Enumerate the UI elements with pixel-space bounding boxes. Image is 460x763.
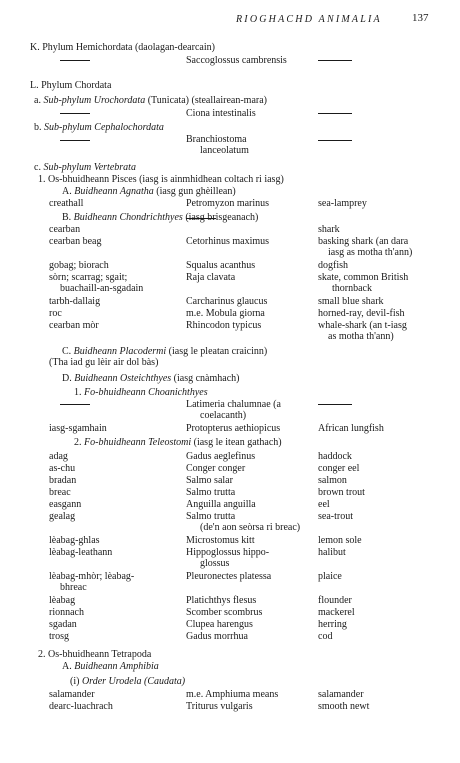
group-name: Fo-bhuidheann Choanichthyes [84, 387, 208, 398]
latin-name: Anguilla anguilla [186, 499, 256, 510]
dash [318, 113, 352, 114]
latin-name: Rhincodon typicus [186, 320, 262, 331]
english-name: dogfish [318, 260, 348, 271]
latin-name: m.e. Amphiuma means [186, 689, 279, 700]
latin-name: Latimeria chalumnae (a [186, 399, 281, 410]
prefix: c. [34, 162, 41, 173]
english-name: mackerel [318, 607, 355, 618]
order-urodela [70, 676, 185, 687]
gaelic-name: sgadan [49, 619, 77, 630]
gaelic-name: rionnach [49, 607, 84, 618]
english-name: flounder [318, 595, 352, 606]
english-name: sea-trout [318, 511, 353, 522]
group-osteichthyes [62, 373, 239, 384]
latin-name: Protopterus aethiopicus [186, 423, 281, 434]
gaelic-name: gobag; biorach [49, 260, 109, 271]
group-desc: (iasg le itean gathach) [193, 437, 282, 448]
order-name: Order Urodela [81, 676, 142, 687]
subphylum-name: Sub-phylum Urochordata [43, 95, 146, 106]
group-desc: (iasg cnàmhach) [173, 373, 240, 384]
gaelic-name: gealag [49, 511, 76, 522]
group-name: Buidheann Amphibia [74, 661, 159, 672]
gaelic-name: dearc-luachrach [49, 701, 113, 712]
gaelic-name: creathall [49, 198, 84, 209]
group-name: Buidheann Agnatha [74, 186, 154, 197]
latin-name-cont: glossus [200, 558, 230, 569]
english-name-cont: as motha th'ann) [328, 331, 394, 342]
gaelic-name: cearban beag [49, 236, 102, 247]
prefix: a. [34, 95, 41, 106]
group-chondrichthyes [62, 212, 258, 223]
latin-name: Salmo trutta [186, 487, 236, 498]
english-name: skate, common British [318, 272, 409, 283]
prefix: B. [62, 212, 72, 223]
english-name: African lungfish [318, 423, 384, 434]
english-name: small blue shark [318, 296, 384, 307]
gaelic-name: easgann [49, 499, 82, 510]
dash [318, 140, 352, 141]
section-l-heading: L. Phylum Chordata [30, 80, 112, 91]
latin-name: Raja clavata [186, 272, 236, 283]
english-name: halibut [318, 547, 346, 558]
latin-name: Salmo salar [186, 475, 233, 486]
dash [60, 140, 90, 141]
prefix: C. [62, 346, 72, 357]
prefix: A. [62, 186, 72, 197]
gaelic-name: as-chu [49, 463, 76, 474]
prefix: 1. [74, 387, 82, 398]
gaelic-name: cearban mòr [49, 320, 99, 331]
dash [186, 218, 216, 219]
english-name: eel [318, 499, 330, 510]
page-number: 137 [412, 12, 429, 24]
group-name: Buidheann Osteichthyes [74, 373, 172, 384]
dash [318, 404, 352, 405]
dash [318, 60, 352, 61]
english-name: herring [318, 619, 347, 630]
group-name: Buidheann Placodermi [73, 346, 167, 357]
subgroup-teleostomi [74, 437, 282, 448]
gaelic-name: cearban [49, 224, 81, 235]
pisces-heading: 1. Os-bhuidheann Pisces (iasg is ainmhidhean coltach ri iasg) [38, 174, 284, 185]
prefix: b. [34, 122, 42, 133]
english-name: horned-ray, devil-fish [318, 308, 405, 319]
subphylum-b [34, 122, 164, 133]
gaelic-name: lèabag-leathann [49, 547, 113, 558]
species-name: Ciona intestinalis [186, 108, 256, 119]
english-name: whale-shark (an t-iasg [318, 320, 407, 331]
latin-name: Conger conger [186, 463, 246, 474]
latin-name: Triturus vulgaris [186, 701, 253, 712]
gaelic-name: tarbh-dallaig [49, 296, 101, 307]
english-name: sea-lamprey [318, 198, 367, 209]
latin-name: m.e. Mobula giorna [186, 308, 265, 319]
tetrapoda-heading: 2. Os-bhuidheann Tetrapoda [38, 649, 152, 660]
prefix: 2. [74, 437, 82, 448]
english-name-cont: iasg as motha th'ann) [328, 247, 413, 258]
gaelic-name: salamander [49, 689, 95, 700]
running-header: RIOGHACHD ANIMALIA [236, 14, 382, 25]
latin-note: (de'n aon seòrsa ri breac) [200, 522, 301, 533]
gaelic-name: sòrn; scarrag; sgait; [49, 272, 128, 283]
latin-name: Platichthys flesus [186, 595, 257, 606]
prefix: A. [62, 661, 72, 672]
group-note: (Tha iad gu lèir air dol bàs) [49, 357, 159, 368]
english-name: brown trout [318, 487, 365, 498]
gaelic-name: roc [49, 308, 62, 319]
english-name: plaice [318, 571, 342, 582]
section-k-heading: K. Phylum Hemichordata (daolagan-dearcain) [30, 42, 215, 53]
latin-name-cont: coelacanth) [200, 410, 247, 421]
latin-name: Squalus acanthus [186, 260, 256, 271]
latin-name: Gadus morrhua [186, 631, 248, 642]
gaelic-name: breac [49, 487, 71, 498]
group-desc: (iasg brisgeanach) [185, 212, 259, 223]
species-name-cont: lanceolatum [200, 145, 249, 156]
latin-name: Microstomus kitt [186, 535, 255, 546]
latin-name: Carcharinus glaucus [186, 296, 268, 307]
english-name: haddock [318, 451, 352, 462]
order-alt: (Caudata) [143, 676, 186, 687]
english-name: shark [318, 224, 340, 235]
latin-name: Pleuronectes platessa [186, 571, 272, 582]
gaelic-name: lèabag [49, 595, 76, 606]
latin-name: Salmo trutta [186, 511, 236, 522]
prefix: (i) [70, 676, 80, 687]
latin-name: Cetorhinus maximus [186, 236, 270, 247]
english-name-cont: thornback [332, 283, 372, 294]
gaelic-name: iasg-sgamhain [49, 423, 107, 434]
gaelic-name-cont: buachaill-an-sgadain [60, 283, 144, 294]
english-name: smooth newt [318, 701, 370, 712]
group-amphibia [62, 661, 159, 672]
gaelic-name: trosg [49, 631, 69, 642]
gaelic-name: lèabag-mhòr; lèabag- [49, 571, 135, 582]
dash [60, 404, 90, 405]
prefix: D. [62, 373, 72, 384]
dash [60, 113, 90, 114]
subphylum-c [34, 162, 136, 173]
english-name: salmon [318, 475, 347, 486]
latin-name: Hippoglossus hippo- [186, 547, 270, 558]
species-name: Saccoglossus cambrensis [186, 55, 287, 66]
species-name: Branchiostoma [186, 134, 247, 145]
english-name: salamander [318, 689, 364, 700]
group-desc: (iasg gun ghèillean) [156, 186, 236, 197]
subphylum-name: Sub-phylum Vertebrata [43, 162, 136, 173]
english-name: lemon sole [318, 535, 362, 546]
english-name: cod [318, 631, 333, 642]
subphylum-desc: (Tunicata) (steallairean-mara) [147, 95, 267, 106]
group-placodermi [62, 346, 267, 357]
latin-name: Clupea harengus [186, 619, 253, 630]
gaelic-name-cont: bhreac [60, 582, 87, 593]
latin-name: Gadus aeglefinus [186, 451, 256, 462]
english-name: basking shark (an dara [318, 236, 409, 247]
group-name: Fo-bhuidheann Teleostomi [84, 437, 192, 448]
latin-name: Scomber scombrus [186, 607, 263, 618]
group-name: Buidheann Chondrichthyes [73, 212, 183, 223]
gaelic-name: adag [49, 451, 68, 462]
english-name: conger eel [318, 463, 360, 474]
subphylum-a [34, 95, 267, 106]
subgroup-choanichthyes [74, 387, 208, 398]
latin-name: Petromyzon marinus [186, 198, 270, 209]
group-agnatha [62, 186, 236, 197]
dash [60, 60, 90, 61]
gaelic-name: lèabag-ghlas [49, 535, 100, 546]
subphylum-name: Sub-phylum Cephalochordata [44, 122, 164, 133]
group-desc: (iasg le pleatan craicinn) [168, 346, 268, 357]
gaelic-name: bradan [49, 475, 77, 486]
